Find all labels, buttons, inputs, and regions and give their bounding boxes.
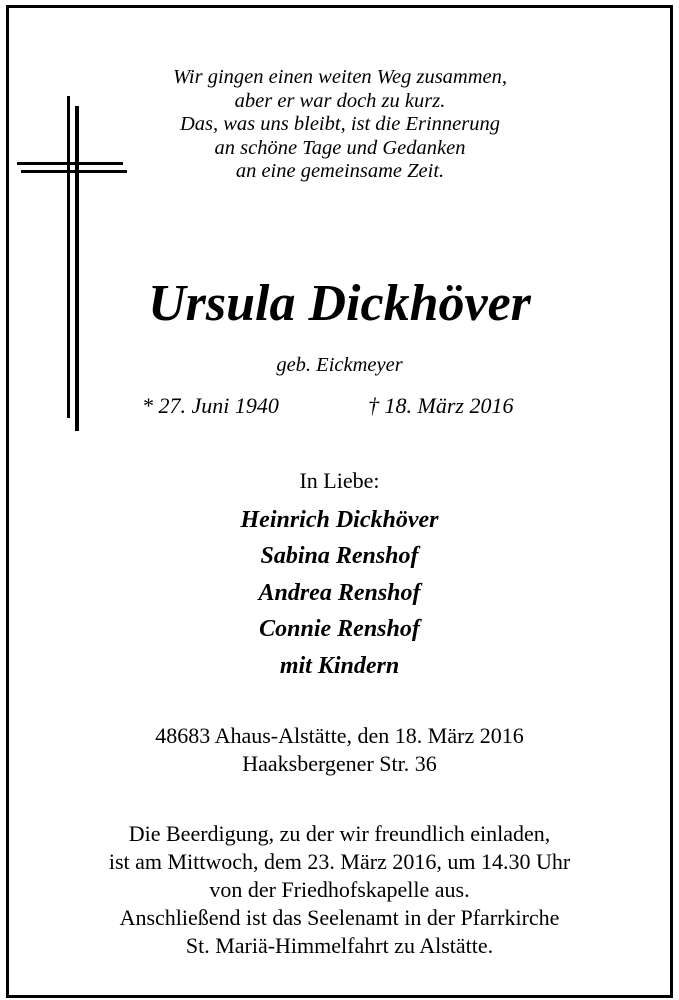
funeral-line: Anschließend ist das Seelenamt in der Pfarrkirche: [119, 905, 560, 930]
mourner-name: Sabina Renshof: [260, 543, 419, 570]
address-line: 48683 Ahaus-Alstätte, den 18. März 2016: [155, 723, 524, 748]
mourner-name: Connie Renshof: [259, 616, 420, 643]
verse-line: an schöne Tage und Gedanken: [214, 136, 466, 159]
address-line: Haaksbergener Str. 36: [242, 751, 437, 776]
verse-line: aber er war doch zu kurz.: [234, 89, 446, 112]
mourner-name: Heinrich Dickhöver: [240, 507, 439, 533]
mourner-name: Andrea Renshof: [258, 579, 421, 606]
birth-date: * 27. Juni 1940: [142, 393, 279, 418]
verse-line: an eine gemeinsame Zeit.: [235, 160, 445, 182]
address-block: [0, 722, 679, 778]
funeral-line: ist am Mittwoch, dem 23. März 2016, um 14.30 Uhr: [108, 849, 571, 874]
funeral-info: [0, 820, 679, 960]
deceased-name: Ursula Dickhöver: [148, 275, 531, 332]
funeral-line: St. Mariä-Himmelfahrt zu Alstätte.: [185, 933, 494, 958]
funeral-line: Die Beerdigung, zu der wir freundlich einladen,: [128, 821, 551, 846]
verse-line: Das, was uns bleibt, ist die Erinnerung: [179, 113, 501, 135]
mourners-intro: In Liebe:: [299, 468, 380, 493]
mourner-name: mit Kindern: [279, 652, 400, 679]
verse-line: Wir gingen einen weiten Weg zusammen,: [172, 66, 508, 88]
maiden-name: geb. Eickmeyer: [276, 354, 403, 376]
funeral-line: von der Friedhofskapelle aus.: [209, 877, 470, 902]
death-date: † 18. März 2016: [368, 393, 514, 418]
mourners-list: [0, 502, 679, 684]
memorial-verse: [40, 66, 640, 184]
